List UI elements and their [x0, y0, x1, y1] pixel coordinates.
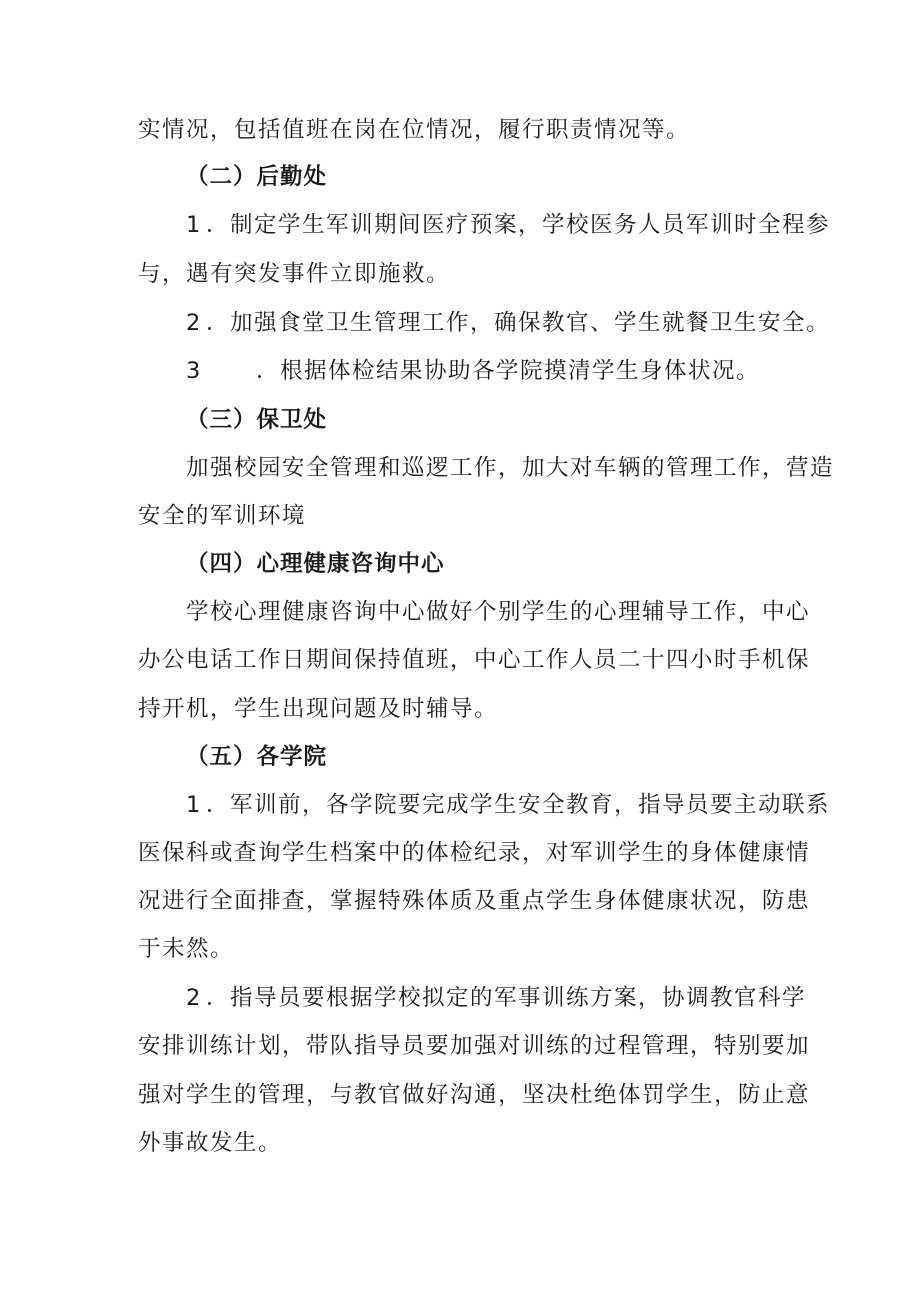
paragraph-line: 学校心理健康咨询中心做好个别学生的心理辅导工作，中心 — [186, 599, 811, 625]
list-number: 1 — [186, 212, 202, 238]
list-item-line — [186, 983, 806, 1013]
paragraph-line: 况进行全面排查，掌握特殊体质及重点学生身体健康状况，防患 — [138, 888, 811, 914]
list-number: 1 — [186, 792, 202, 818]
paragraph-line: 强对学生的管理，与教官做好沟通，坚决杜绝体罚学生，防止意 — [138, 1082, 811, 1108]
paragraph-line: 医保科或查询学生档案中的体检纪录，对军训学生的身体健康情 — [138, 840, 811, 866]
paragraph-line: 办公电话工作日期间保持值班，中心工作人员二十四小时手机保 — [138, 647, 811, 673]
section-heading-counseling: （四）心理健康咨询中心 — [186, 551, 445, 577]
paragraph-line: 加强校园安全管理和巡逻工作，加大对车辆的管理工作，营造 — [186, 455, 835, 481]
list-number: 2 — [186, 310, 202, 336]
paragraph-line: 与，遇有突发事件立即施救。 — [138, 261, 451, 287]
list-text: ．制定学生军训期间医疗预案，学校医务人员军训时全程参 — [206, 212, 831, 238]
section-heading-colleges: （五）各学院 — [186, 744, 328, 770]
section-heading-logistics: （二）后勤处 — [186, 164, 328, 190]
list-number: 3 — [186, 358, 202, 384]
list-item-line — [186, 790, 830, 820]
list-item-line — [186, 210, 830, 240]
list-text: ．根据体检结果协助各学院摸清学生身体状况。 — [256, 358, 761, 384]
paragraph-line: 于未然。 — [138, 936, 235, 962]
paragraph-line: 实情况，包括值班在岗在位情况，履行职责情况等。 — [138, 117, 691, 143]
list-item-line — [186, 356, 760, 386]
list-text: ．指导员要根据学校拟定的军事训练方案，协调教官科学 — [206, 985, 807, 1011]
paragraph-line: 持开机，学生出现问题及时辅导。 — [138, 696, 499, 722]
list-number: 2 — [186, 985, 202, 1011]
paragraph-line: 安排训练计划，带队指导员要加强对训练的过程管理，特别要加 — [138, 1033, 811, 1059]
list-text: ．加强食堂卫生管理工作，确保教官、学生就餐卫生安全。 — [206, 310, 831, 336]
list-item-line — [186, 308, 830, 338]
paragraph-line: 安全的军训环境 — [138, 503, 307, 529]
section-heading-security: （三）保卫处 — [186, 407, 328, 433]
list-text: ．军训前，各学院要完成学生安全教育，指导员要主动联系 — [206, 792, 831, 818]
paragraph-line: 外事故发生。 — [138, 1130, 283, 1156]
